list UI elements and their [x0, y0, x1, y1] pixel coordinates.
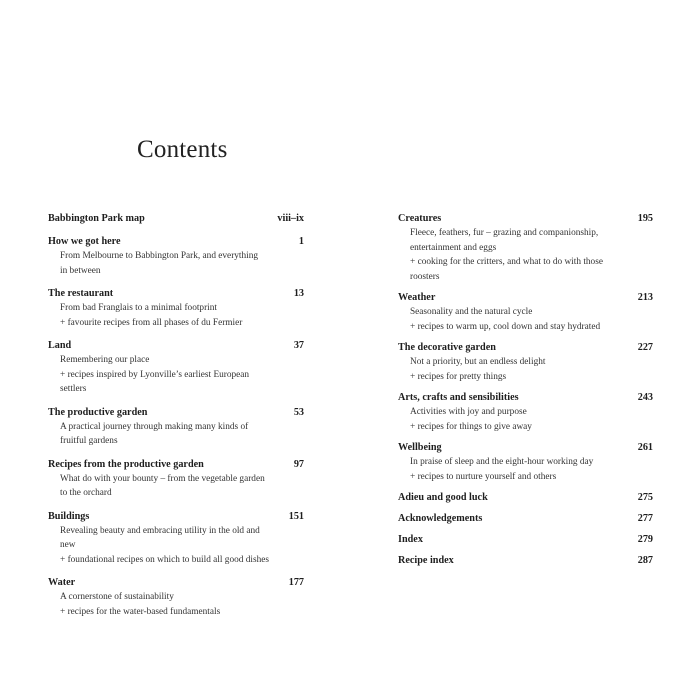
toc-entry-heading — [398, 390, 653, 405]
toc-entry-description: What do with your bounty – from the vegetable garden — [60, 473, 265, 484]
toc-entry-page-number: 53 — [293, 406, 304, 418]
toc-entry-description: Seasonality and the natural cycle — [410, 307, 533, 317]
toc-entry-heading — [398, 290, 653, 305]
toc-entry-title: Creatures — [398, 213, 442, 224]
toc-entry-heading — [48, 211, 304, 226]
toc-entry — [48, 211, 304, 226]
toc-entry — [48, 286, 304, 330]
toc-entry-title: The productive garden — [48, 406, 148, 418]
toc-entry — [48, 509, 304, 568]
toc-entry-page-number: viii–ix — [277, 213, 304, 224]
toc-entry-page-number: 13 — [293, 288, 304, 299]
toc-entry-title: Recipe index — [398, 555, 454, 566]
toc-entry-heading — [398, 340, 653, 355]
toc-entry — [398, 553, 653, 568]
toc-entry-heading — [48, 405, 304, 420]
toc-entry-heading — [48, 457, 304, 472]
toc-entry-page-number: 261 — [637, 442, 653, 453]
toc-entry-title: Arts, crafts and sensibilities — [398, 392, 519, 403]
toc-entry — [398, 390, 653, 434]
toc-entry-heading — [48, 234, 304, 249]
toc-entry-description: A practical journey through making many kinds of — [60, 421, 249, 432]
toc-entry-heading — [48, 509, 304, 524]
toc-entry — [398, 340, 653, 384]
toc-entry-page-number: 195 — [637, 213, 653, 224]
toc-entry — [48, 405, 304, 449]
toc-entry-page-number: 1 — [298, 236, 304, 247]
toc-entry-title: The decorative garden — [398, 342, 496, 353]
toc-entry-description: + favourite recipes from all phases of du Fermier — [60, 317, 243, 328]
toc-entry-description: Fleece, feathers, fur – grazing and companionship, — [410, 228, 599, 238]
toc-entry — [48, 457, 304, 501]
toc-entry — [48, 575, 304, 619]
toc-entry-heading — [48, 338, 304, 353]
toc-entry-page-number: 279 — [637, 534, 653, 545]
toc-entry-title: Adieu and good luck — [398, 492, 488, 503]
toc-entry-title: Recipes from the productive garden — [48, 458, 204, 470]
contents-left-column — [48, 211, 304, 627]
toc-entry-description: From Melbourne to Babbington Park, and everything — [60, 251, 259, 261]
toc-entry-title: Land — [48, 340, 72, 351]
toc-entry-description: + recipes to warm up, cool down and stay hydrated — [410, 321, 601, 332]
toc-entry — [398, 440, 653, 484]
toc-entry — [398, 490, 653, 505]
toc-entry-heading — [398, 440, 653, 455]
toc-entry-title: How we got here — [48, 236, 121, 247]
toc-entry-description: in between — [60, 265, 101, 276]
toc-entry-page-number: 227 — [637, 342, 653, 353]
toc-entry-description: Activities with joy and purpose — [410, 407, 527, 417]
toc-entry-page-number: 287 — [637, 555, 653, 566]
toc-entry-page-number: 277 — [637, 513, 653, 524]
toc-entry-title: Wellbeing — [398, 442, 442, 453]
page-title: Contents — [137, 136, 228, 163]
toc-entry-description: to the orchard — [60, 488, 112, 498]
toc-entry-description: Revealing beauty and embracing utility in the old and new — [60, 525, 260, 550]
toc-entry-page-number: 177 — [288, 577, 304, 588]
toc-entry-description: + recipes for things to give away — [410, 421, 532, 432]
toc-entry-title: Acknowledgements — [398, 513, 483, 524]
toc-entry-description: Not a priority, but an endless delight — [410, 357, 546, 367]
toc-entry-heading — [398, 511, 653, 526]
toc-entry-description: A cornerstone of sustainability — [60, 592, 174, 602]
toc-entry-description: In praise of sleep and the eight-hour working day — [410, 457, 594, 467]
toc-entry-heading — [398, 211, 653, 226]
toc-entry-heading — [398, 532, 653, 547]
toc-entry-heading — [398, 490, 653, 505]
toc-entry-description: + cooking for the critters, and what to do with those roosters — [410, 257, 603, 282]
toc-entry-heading — [48, 575, 304, 590]
toc-entry — [398, 511, 653, 526]
toc-entry-title: Water — [48, 577, 76, 588]
toc-entry-page-number: 243 — [637, 392, 653, 403]
toc-entry-title: Weather — [398, 292, 436, 303]
toc-entry-title: Babbington Park map — [48, 213, 145, 224]
toc-entry-page-number: 37 — [293, 340, 304, 351]
toc-entry-description: From bad Franglais to a minimal footprint — [60, 303, 217, 313]
toc-entry-title: Index — [398, 534, 423, 545]
toc-entry-page-number: 151 — [288, 510, 304, 522]
toc-entry-heading — [48, 286, 304, 301]
toc-entry-page-number: 275 — [637, 492, 653, 503]
toc-entry-description: + foundational recipes on which to build all good dishes — [60, 554, 269, 565]
toc-entry-heading — [398, 553, 653, 568]
toc-entry-description: Remembering our place — [60, 355, 150, 365]
toc-entry-page-number: 213 — [637, 292, 653, 303]
toc-entry — [398, 290, 653, 334]
toc-entry-description: + recipes to nurture yourself and others — [410, 471, 557, 482]
toc-entry-description: + recipes for pretty things — [410, 371, 507, 382]
toc-entry-description: + recipes inspired by Lyonville’s earliest European settlers — [60, 369, 250, 394]
toc-entry — [398, 532, 653, 547]
toc-entry-description: entertainment and eggs — [410, 242, 497, 253]
toc-entry-title: The restaurant — [48, 288, 114, 299]
toc-entry — [48, 234, 304, 278]
toc-entry-description: fruitful gardens — [60, 436, 118, 446]
contents-right-column — [398, 211, 653, 574]
toc-entry-title: Buildings — [48, 510, 90, 522]
toc-entry-description: + recipes for the water-based fundamentals — [60, 606, 221, 617]
toc-entry-page-number: 97 — [293, 458, 304, 470]
toc-entry — [398, 211, 653, 284]
toc-entry — [48, 338, 304, 397]
